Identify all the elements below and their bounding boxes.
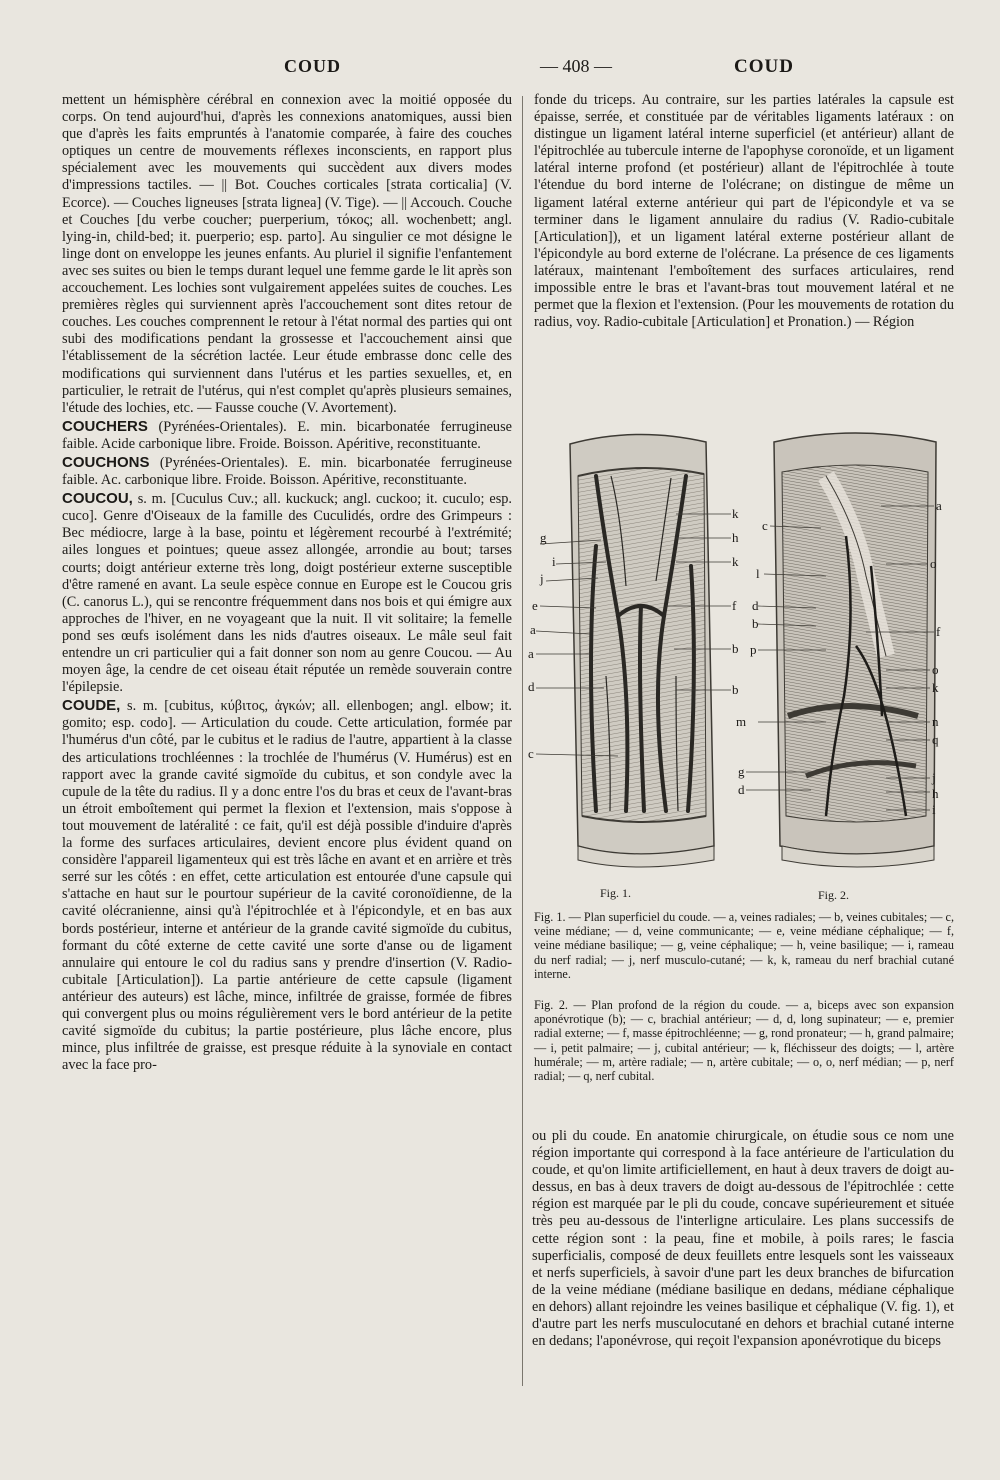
fig2-letter: p	[750, 642, 757, 657]
elbow-anatomy-illustration	[526, 416, 960, 876]
paragraph-couches: mettent un hémisphère cérébral en connexion avec la moitié opposée du corps. On tend aujourd'hui, d'après les connexions anatomiques, aussi bien que d'après les faits empruntés à l'anatomie comparée, à faire des couches optiques un centre de mouvements réflexes inconscients, en rapport plus spécialement avec les mouvements qui succèdent aux divers modes d'impressions tactiles. — || Bot. Couches corticales [strata corticalia] (V. Ecorce). — Couches ligneuses [strata lignea] (V. Tige). — || Accouch. Couche et Couches [du verbe coucher; puerperium, τόκος; all. wochenbett; angl. lying-in, child-bed; it. puerperio; esp. parto]. Au singulier ce mot désigne le linge dont on enveloppe les jeunes enfants. Au pluriel il signifie l'enfantement avec ses suites ou bien le temps durant lequel une femme garde le lit après son accouchement. Les lochies sont vulgairement appelées suites de couches. Les premières règles qui surviennent après l'accouchement sont dites retour de couches. Les couches comprennent le retour à l'état normal des parties qui ont subi des modifications pendant la grossesse et l'accouchement ainsi que l'établissement de la sécrétion lactée. Leur étude embrasse donc celle des modifications qui surviennent dans l'utérus et les parties sexuelles, et, en particulier, le retrait de l'utérus, qui n'est complet qu'après plusieurs semaines, l'étude des lochies, etc. — Fausse couche (V. Avortement).	[62, 92, 512, 416]
entry-coude	[62, 697, 512, 1074]
headword-couchers: COUCHERS	[62, 417, 148, 435]
fig2-letter: f	[936, 624, 941, 639]
fig2-letter: l	[756, 566, 760, 581]
entry-couchons	[62, 454, 512, 489]
right-column-bottom	[532, 1128, 954, 1350]
entry-couchers-text: (Pyrénées-Orientales). E. min. bicarbonatée ferrugineuse faible. Acide carbonique libre. Froide. Boisson. Apéritive, reconstituante.	[62, 418, 512, 452]
fig2-letter: i	[932, 802, 936, 817]
running-header	[60, 56, 960, 86]
figure-1-drawing	[536, 434, 731, 867]
left-column	[62, 92, 512, 1074]
fig2-letter: d	[738, 782, 745, 797]
fig2-letter: j	[932, 770, 936, 785]
right-column-top	[534, 92, 954, 331]
header-right-word: COUD	[734, 56, 794, 77]
fig2-letter: h	[932, 786, 939, 801]
elbow-figures	[526, 416, 960, 902]
fig1-letter: b	[732, 682, 739, 697]
fig1-letter: c	[528, 746, 534, 761]
fig1-letter: f	[732, 598, 737, 613]
header-left-word: COUD	[284, 56, 341, 76]
headword-couchons: COUCHONS	[62, 453, 150, 471]
fig2-letter: g	[738, 764, 745, 779]
fig1-letter: k	[732, 554, 739, 569]
fig1-letter: k	[732, 506, 739, 521]
fig2-letter: c	[762, 518, 768, 533]
fig2-letter: d	[752, 598, 759, 613]
fig1-letter: g	[540, 530, 547, 545]
fig1-title: Fig. 1.	[600, 886, 632, 900]
headword-coude: COUDE,	[62, 697, 121, 715]
fig2-title: Fig. 2.	[818, 888, 850, 902]
fig1-letter: d	[528, 679, 535, 694]
fig1-letter: b	[732, 641, 739, 656]
entry-coucou-text: s. m. [Cuculus Cuv.; all. kuckuck; angl. cuckoo; it. cuculo; esp. cuco]. Genre d'Oiseaux de la famille des Cuculidés, ordre des Grimpeurs : Bec médiocre, large à la base, pointu et légèrement recourbé à l'extrémité; ailes longues et pointues; queue assez allongée, arrondie au bout; tarses courts; doigt antérieur externe très long, doigt postérieur externe susceptible d'être ramené en avant. La seule espèce connue en Europe est le Coucou gris (C. canorus L.), qui se rencontre fréquemment dans nos bois et qui émigre aux approches de l'hiver, en ne voyageant que la nuit. Il vit solitaire; la femelle pond ses œufs isolément dans les nids d'autres oiseaux. Le mâle seul fait entendre un cri particulier qui a fait donner son nom au genre Coucou. — Au moyen âge, la cendre de cet oiseau était réputée un remède souverain contre l'épilepsie.	[62, 491, 512, 696]
fig2-letter: q	[932, 732, 939, 747]
figure-2-drawing	[746, 433, 936, 867]
fig1-letter: j	[540, 571, 544, 586]
paragraph-region-pli-du-coude: ou pli du coude. En anatomie chirurgicale, on étudie sous ce nom une région importante qui correspond à la face antérieure de l'articulation du coude, et qu'on limite artificiellement, en haut à deux travers de doigt au-dessus, en bas à deux travers de doigt au-dessous de l'épitrochlée : cette région est marquée par le pli du coude, concave supérieurement et située très peu au-dessous de l'interligne articulaire. Les plans successifs de cette région sont : la peau, fine et mobile, à poils rares; le fascia superficialis, composé de deux feuillets entre lesquels sont les vaisseaux et nerfs superficiels, à savoir d'une part les deux branches de bifurcation de la veine médiane (médiane basilique en dedans, médiane céphalique en dehors) allant rejoindre les veines basilique et céphalique (V. fig. 1), et d'autre part les nerfs musculocutané en dehors et brachial cutané interne en dedans; l'aponévrose, qui reçoit l'expansion aponévrotique du biceps	[532, 1128, 954, 1350]
fig2-letter: n	[932, 714, 939, 729]
entry-coude-text: s. m. [cubitus, κύβιτος, ἀγκών; all. ellenbogen; angl. elbow; it. gomito; esp. codo]. — Articulation du coude. Cette articulation, formée par l'humérus d'un côté, par le cubitus et le radius de l'autre, appartient à la classe des articulations trochléennes : la trochlée de l'humérus (V. Humérus) est en rapport avec la grande cavité sigmoïde du cubitus, et son condyle avec la cupule de la tête du radius. Il y a donc entre l'os du bras et ceux de l'avant-bras un étroit emboîtement qui permet la flexion et l'extension, mais s'oppose à tout mouvement de latéralité : ce fait, qu'il est déjà possible d'induire d'après la forme des surfaces articulaires, devient encore plus évident quand on considère l'appareil ligamenteux qui est très lâche en avant et en arrière et très serré sur les côtés : en effet, cette articulation est entourée d'une capsule qui s'attache en haut sur le pourtour supérieur de la cavité coronoïdienne, de la cavité olécranienne, ainsi qu'à l'épitrochlée et à l'épicondyle, et en bas aux bords postérieur, interne et antérieur de la grande cavité sigmoïde du cubitus, formant du côté externe de cette cavité une sorte d'anse ou de ligament annulaire qui entoure le col du radius sans y prendre d'insertion (V. Radio-cubitale [Articulation]). La partie antérieure de cette capsule (ligament antérieur des auteurs) est lâche, mince, infiltrée de graisse, formée de fibres qui convergent plus ou moins régulièrement vers le bord antérieur de la petite cavité sigmoïde du cubitus; la partie postérieure, plus lâche encore, plus mince, plus infiltrée de graisse, est presque réduite à la synoviale en contact avec la face pro-	[62, 698, 512, 1074]
fig1-letter: i	[552, 554, 556, 569]
fig2-letter: o	[930, 556, 937, 571]
figure-1-caption: Fig. 1. — Plan superficiel du coude. — a, veines radiales; — b, veines cubitales; — c, veine médiane; — d, veine communicante; — e, veine médiane céphalique; — f, veine médiane basilique; — g, veine céphalique; — h, veine basilique; — i, rameau du nerf radial; — j, nerf musculo-cutané; — k, k, rameau du nerf brachial cutané interne.	[534, 910, 954, 981]
paragraph-capsule: fonde du triceps. Au contraire, sur les parties latérales la capsule est épaisse, serrée, et constituée par de véritables ligaments latéraux : on distingue un ligament latéral interne superficiel (et antérieur) allant de l'épitrochlée au tubercule interne de l'apophyse coronoïde, et un ligament latéral interne profond (et postérieur) allant de l'épitrochlée à toute l'étendue du bord interne de l'olécrane; on distingue de même un ligament latéral externe antérieur qui part de l'épicondyle et va se terminer dans le ligament annulaire du radius (V. Radio-cubitale [Articulation]), et un ligament latéral externe postérieur allant de l'épicondyle au bord externe de l'olécrane. La présence de ces ligaments latéraux, maintenant l'emboîtement des surfaces articulaires, rend impossible entre le bras et l'avant-bras tout mouvement latéral et ne permet que la flexion et l'extension. (Pour les mouvements de rotation du radius, voy. Radio-cubitale [Articulation] et Pronation.) — Région	[534, 92, 954, 331]
fig1-letter: h	[732, 530, 739, 545]
fig2-letter: k	[932, 680, 939, 695]
headword-coucou: COUCOU,	[62, 490, 133, 508]
fig2-letter: a	[936, 498, 942, 513]
page-number: — 408 —	[540, 56, 612, 76]
entry-coucou	[62, 490, 512, 696]
entry-couchons-text: (Pyrénées-Orientales). E. min. bicarbonatée ferrugineuse faible. Ac. carbonique libre. Froide. Boisson. Apéritive, reconstituante.	[62, 454, 512, 489]
column-divider	[522, 96, 523, 1386]
fig2-letter: b	[752, 616, 759, 631]
fig1-letter: e	[532, 598, 538, 613]
entry-couchers	[62, 418, 512, 453]
fig2-letter: o	[932, 662, 939, 677]
fig1-letter: a	[530, 622, 536, 637]
fig1-letter: a	[528, 646, 534, 661]
figure-2-caption: Fig. 2. — Plan profond de la région du coude. — a, biceps avec son expansion aponévrotique (b); — c, brachial antérieur; — d, d, long supinateur; — e, premier radial externe; — f, masse épitrochléenne; — g, rond pronateur; — h, grand palmaire; — i, petit palmaire; — j, cubital antérieur; — k, fléchisseur des doigts; — l, artère humérale; — m, artère radiale; — n, artère cubitale; — o, o, nerf médian; — p, nerf radial; — q, nerf cubital.	[534, 998, 954, 1084]
fig2-letter: m	[736, 714, 747, 729]
